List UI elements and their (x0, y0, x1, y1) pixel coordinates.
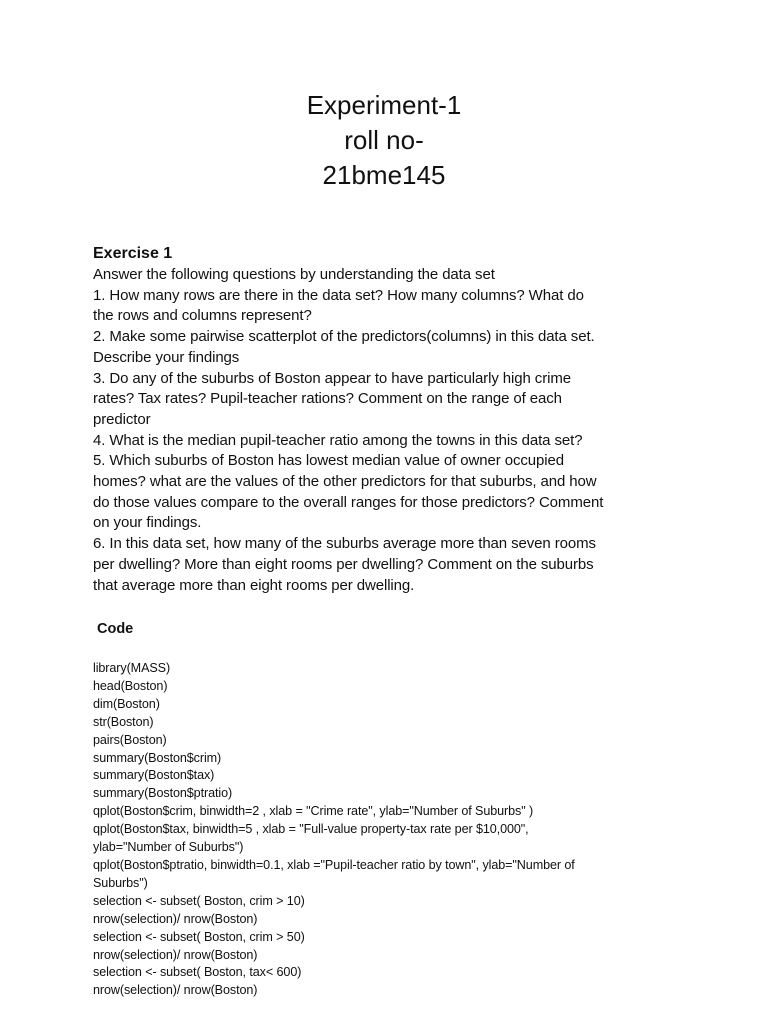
code-line: summary(Boston$tax) (93, 768, 215, 783)
code-line: selection <- subset( Boston, crim > 10) (93, 893, 305, 908)
question-line: Describe your findings (93, 348, 240, 366)
title-line-roll-no: roll no- (344, 125, 424, 155)
code-line: qplot(Boston$tax, binwidth=5 , xlab = "Full-value property-tax rate per $10,000", (93, 822, 529, 837)
question-line: homes? what are the values of the other predictors for that suburbs, and how (93, 473, 597, 491)
question-line: 6. In this data set, how many of the suburbs average more than seven rooms (93, 535, 596, 553)
code-line: library(MASS) (93, 661, 171, 675)
code-line: pairs(Boston) (93, 732, 167, 747)
code-block (93, 660, 693, 1000)
questions-text (93, 265, 683, 596)
question-line: the rows and columns represent? (93, 307, 312, 325)
question-line: per dwelling? More than eight rooms per dwelling? Comment on the suburbs (93, 555, 594, 573)
code-line: nrow(selection)/ nrow(Boston) (93, 947, 258, 962)
code-line: ylab="Number of Suburbs") (93, 840, 244, 855)
code-line: nrow(selection)/ nrow(Boston) (93, 983, 258, 998)
title-line-experiment: Experiment-1 (306, 90, 462, 120)
question-line: predictor (93, 410, 151, 428)
code-line: head(Boston) (93, 678, 168, 693)
question-line: that average more than eight rooms per dwelling. (93, 576, 415, 594)
code-line: dim(Boston) (93, 696, 160, 711)
code-line: qplot(Boston$ptratio, binwidth=0.1, xlab ="Pupil-teacher ratio by town", ylab="Number of (93, 857, 575, 872)
question-line: 4. What is the median pupil-teacher ratio among the towns in this data set? (93, 431, 583, 449)
question-line: on your findings. (93, 514, 202, 532)
code-line: selection <- subset( Boston, tax< 600) (93, 965, 302, 980)
code-line: qplot(Boston$crim, binwidth=2 , xlab = "Crime rate", ylab="Number of Suburbs" ) (93, 804, 534, 819)
question-line: 1. How many rows are there in the data set? How many columns? What do (93, 286, 584, 304)
document-title (0, 88, 768, 193)
code-line: nrow(selection)/ nrow(Boston) (93, 911, 258, 926)
question-line: rates? Tax rates? Pupil-teacher rations? Comment on the range of each (93, 390, 562, 408)
title-line-roll-number: 21bme145 (322, 160, 446, 190)
code-line: summary(Boston$crim) (93, 750, 222, 765)
question-line: Answer the following questions by understanding the data set (93, 266, 495, 283)
question-line: 5. Which suburbs of Boston has lowest median value of owner occupied (93, 452, 564, 470)
exercise-heading: Exercise 1 (93, 245, 173, 262)
code-heading: Code (97, 621, 134, 637)
question-line: 3. Do any of the suburbs of Boston appear to have particularly high crime (93, 369, 571, 387)
code-line: Suburbs") (93, 875, 148, 890)
code-line: summary(Boston$ptratio) (93, 786, 233, 801)
question-line: do those values compare to the overall ranges for those predictors? Comment (93, 493, 604, 511)
code-line: selection <- subset( Boston, crim > 50) (93, 929, 305, 944)
code-line: str(Boston) (93, 714, 154, 729)
question-line: 2. Make some pairwise scatterplot of the predictors(columns) in this data set. (93, 328, 595, 346)
